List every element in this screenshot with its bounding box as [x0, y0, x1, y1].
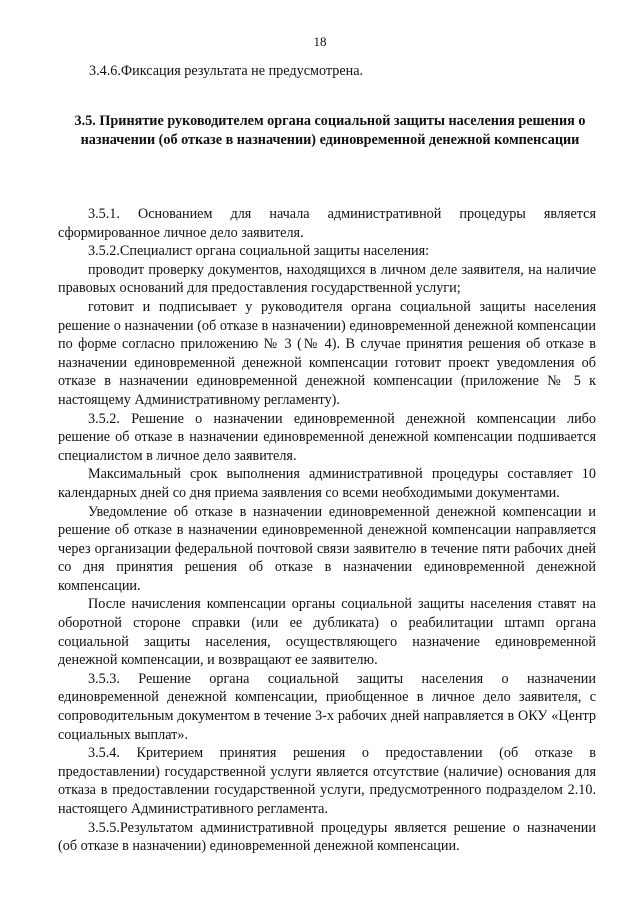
paragraph-3-5-2-decision: 3.5.2. Решение о назначении единовременной денежной компенсации либо решение об отказе в назначении единовременной денежной компенсации подшивается специалистом в личное дело заявителя. [58, 410, 596, 464]
paragraph-after-accrual: После начисления компенсации органы социальной защиты населения ставят на оборотной стороне справки (или ее дубликата) о реабилитации штамп органа социальной защиты населения, осуществляющего назначение единовременной денежной компенсации, и возвращают ее заявителю. [58, 596, 596, 669]
paragraph-3-5-4: 3.5.4. Критерием принятия решения о предоставлении (об отказе в предоставлении) государственной услуги является отсутствие (наличие) основания для отказа в предоставлении государственной услуги, предусмотренного подразделом 2.10. настоящего Административного регламента. [58, 745, 596, 817]
paragraph-notification: Уведомление об отказе в назначении единовременной денежной компенсации и решение об отказе в назначении единовременной денежной компенсации направляется через организации федеральной почтовой связи заявителю в течение пяти рабочих дней со дня принятия решения об отказе в назначении единовременной денежной компенсации. [58, 503, 596, 594]
paragraph-3-5-2-intro: 3.5.2.Специалист органа социальной защиты населения: [88, 243, 430, 260]
paragraph-3-5-3: 3.5.3. Решение органа социальной защиты населения о назначении единовременной денежной компенсации, приобщенное в личное дело заявителя, с сопроводительным документом в течение 3-х рабочих дней направляется в ОКУ «Центр социальных выплат». [58, 670, 596, 743]
item-3-4-6: 3.4.6.Фиксация результата не предусмотрена. [89, 63, 364, 79]
paragraph-max-term: Максимальный срок выполнения административной процедуры составляет 10 календарных дней со дня приема заявления со всеми необходимыми документами. [58, 466, 596, 501]
paragraph-3-5-5: 3.5.5.Результатом административной процедуры является решение о назначении (об отказе в назначении) единовременной денежной компенсации. [58, 819, 596, 855]
paragraph-3-5-1: 3.5.1. Основанием для начала административной процедуры является сформированное личное дело заявителя. [58, 206, 596, 241]
document-body [58, 205, 596, 856]
page-number: 18 [313, 34, 327, 49]
paragraph-prepare-decision: готовит и подписывает у руководителя органа социальной защиты населения решение о назначении (об отказе в назначении) единовременной денежной компенсации по форме согласно приложению № 3 (№ 4). В случае принятия решения об отказе в назначении единовременной денежной компенсации готовит проект уведомления об отказе в назначении единовременной денежной компенсации (приложение № 5 к настоящему Административному регламенту). [58, 298, 596, 408]
paragraph-check-documents: проводит проверку документов, находящихся в личном деле заявителя, на наличие правовых оснований для предоставления государственной услуги; [58, 261, 596, 297]
section-heading: 3.5. Принятие руководителем органа социальной защиты населения решения о назначении (об отказе в назначении) единовременной денежной компенсации [74, 113, 586, 148]
